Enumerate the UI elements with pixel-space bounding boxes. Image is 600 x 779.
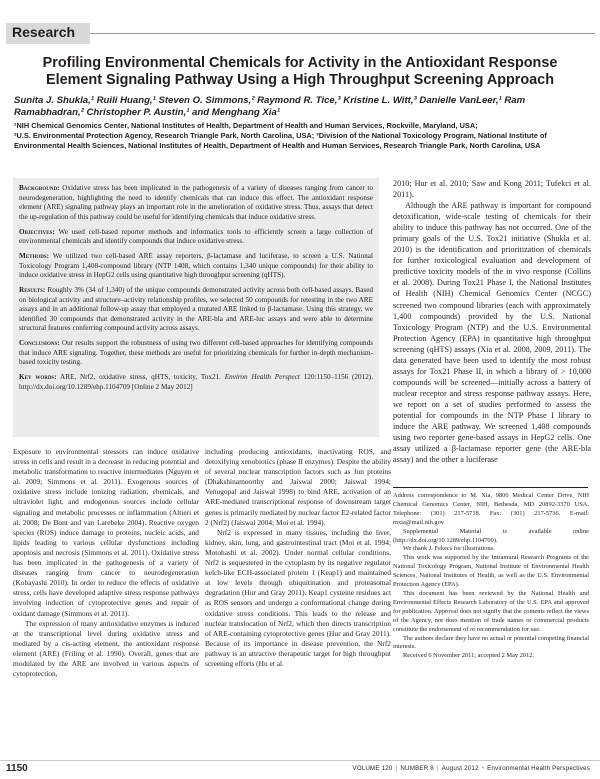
body-paragraph: Exposure to environmental stressors can induce oxidative stress in cells and result in a decrease in reducing potential and metabolic transformation to reactive intermediates (Nguyen et al. 2009; Simmons et al. 2011). Exogenous sources of oxidative stress include ionizing radiation, chemicals, and ultraviolet light, and endogenous sources include cellular signaling and metabolic processes or inflammation (Altieri et al. 2008; De Bont and van Larebeke 2004). Reactive oxygen species (ROS) induce damage to proteins, nucleic acids, and lipids leading to various cellular dysfunctions including apoptosis and necrosis (Simmons et al. 2011). Oxidative stress has been implicated in the pathogenesis of a variety of diseases ranging from cancer to neurodegeneration (Kobayashi 2010). In order to reduce the effects of oxidative stress, cells have developed adaptive stress response pathways involving induction of cytoprotective genes and repair of oxidant damage (Simmons et al. 2011). (13, 447, 199, 618)
abstract (13, 178, 379, 437)
body-column-1 (13, 447, 199, 679)
footer-rule (0, 760, 600, 761)
abstract-heading: Key words: (19, 373, 57, 381)
section-label: Research (12, 24, 76, 40)
footnote-rule (393, 487, 588, 488)
abstract-methods (19, 252, 373, 281)
received-date: Received 6 November 2011; accepted 2 May 2012. (403, 652, 535, 660)
body-column-2 (205, 447, 391, 669)
citation-details: 120:1150–1156 (2012). http://dx.doi.org/10.1289/ehp.1104709 [Online 2 May 2012] (19, 373, 373, 391)
body-paragraph: Nrf2 is expressed in many tissues, including the liver, kidney, skin, lung, and gastrointestinal tract (Moi et al. 1994; Motohashi et al. 2002). Under normal cellular conditions, Nrf2 is sequestered in the cytoplasm by its negative regulator kelch-like ECH-associated protein 1 (Keap1) and maintained at low levels through ubiquitination and proteasomal degradation (Hur and Gray 2011). Keap1 cysteine residues act as ROS sensors and undergo a conformational change during oxidative stress conditions. This leads to the release and nuclear translocation of Nrf2, which then directs transcription of ARE-containing cytoprotective genes (Hur and Gray 2011). Because of its importance in disease prevention, the Nrf2 pathway is an attractive therapeutic target for high throughput screening efforts (Hu et al. (205, 527, 391, 668)
abstract-text: Roughly 3% (34 of 1,340) of the unique compounds demonstrated activity across both cell-based assays. Based on biological activity and structure–activity relationship profiles, we selected 50 compounds for retesting in the two ARE assays and in an additional follow-up assay that employed a mutated ARE linked to β-lactamase. Using this strategy, we identified 30 compounds that demonstrated activity in the ARE-bla and ARE-luc assays and were able to determine structural features conferring compound activity across assays. (19, 286, 374, 332)
abstract-text: We used cell-based reporter methods and informatics tools to efficiently screen a large collection of environmental chemicals and identify compounds that induce oxidative stress. (19, 227, 373, 245)
header-bar (0, 0, 600, 48)
body-paragraph: The expression of many antioxidative enzymes is induced at the transcriptional level during oxidative stress and mediated by a cis-acting element, the antioxidant response element (ARE) (Friling et al. 1990). Overall, genes that are modulated by the ARE are involved in various aspects of cytoprotection, (13, 618, 199, 679)
abstract-results (19, 286, 373, 334)
abstract-heading: Objectives: (19, 227, 55, 236)
abstract-heading: Results: (19, 286, 46, 294)
abstract-heading: Conclusions: (19, 339, 60, 347)
abstract-text: Our results support the robustness of using two different cell-based approaches for identifying compounds that induce ARE signaling. Together, these methods are useful for prioritizing chemicals for further in-depth mechanism-based toxicity testing. (19, 339, 374, 366)
footnotes (393, 492, 589, 661)
affiliation-line: ²U.S. Environmental Protection Agency, Research Triangle Park, North Carolina, USA; ³Division of the National Toxicology Program, National Institute of Environmental Health Sciences, National Institutes of Health, Department of Health and Human Services, Research Triangle Park, North Carolina, USA (14, 131, 547, 150)
article-title: Profiling Environmental Chemicals for Activity in the Antioxidant Response Element Signaling Pathway Using a High Throughput Screening Approach (42, 55, 558, 88)
footnote: Supplemental Material is available online (http://dx.doi.org/10.1289/ehp.1104709). (393, 527, 589, 544)
abstract-keywords (19, 373, 373, 392)
affiliations (14, 121, 589, 151)
footer-journal: Environmental Health Perspectives (487, 765, 590, 772)
abstract-text: We utilized two cell-based ARE assay reporters, β-lactamase and luciferase, to screen a U.S. National Toxicology Program 1,408-compound library (NTP 1408, which contains 1,340 unique compounds) for their ability to induce oxidative stress in HepG2 cells using quantitative high throughput screening (qHTS). (19, 252, 373, 279)
header-rule (90, 33, 595, 34)
footer-number: NUMBER 8 (400, 765, 434, 772)
keywords-text: ARE, Nrf2, oxidative stress, qHTS, toxicity, Tox21. (60, 373, 221, 381)
footnote: We thank J. Fekecs for illustrations. (403, 545, 495, 553)
abstract-conclusions (19, 339, 373, 368)
page-number: 1150 (6, 763, 28, 774)
footnote: This document has been reviewed by the National Health and Environmental Effects Research Laboratory of the U.S. EPA and approved for publication. Approval does not signify that the contents reflect the views of the Agency, nor does mention of trade names or commercial products constitute the endorsement of or recommendation for use. (393, 589, 589, 633)
body-paragraph: 2010; Hur et al. 2010; Saw and Kong 2011; Tufekci et al. 2011). (393, 179, 591, 200)
body-column-3 (393, 178, 591, 465)
abstract-heading: Methods: (19, 252, 50, 260)
abstract-background (19, 184, 373, 222)
abstract-text: Oxidative stress has been implicated in the pathogenesis of a variety of diseases ranging from cancer to neurodegeneration, highlighting the need to identify chemicals that can induce this effect. The antioxidant response element (ARE) signaling pathway plays an important role in the amelioration of oxidative stress. Thus, assays that detect the up-regulation of this pathway could be useful for identifying chemicals that induce oxidative stress. (19, 184, 373, 221)
footnote: This work was supported by the Intramural Research Programs of the National Toxicology Program, National Institute of Environmental Health Sciences, National Institutes of Health, as well as the U.S. Environmental Protection Agency (EPA). (393, 554, 589, 589)
body-paragraph: Although the ARE pathway is important for compound detoxification, wide-scale testing of chemicals for their ability to induce this pathway has not occurred. One of the primary goals of the U.S. Tox21 initiative (Shukla et al. 2010) is the identification and prioritization of chemicals for further toxicological evaluation and development of predictive toxicity models of the in vivo response (Collins et al. 2008). During Tox21 Phase I, the National Institutes of Health (NIH) Chemical Genomics Center (NCGC) screened two compound libraries (each with approximately 1,400 compounds) provided by the U.S. National Toxicology Program (NTP) and the U.S. Environmental Protection Agency (EPA) in quantitative high throughput screening (qHTS) assays (Xia et al. 2008, 2009, 2011). The data generated have been used to identify the most robust assays for Tox21 Phase II, in which a library of > 10,000 compounds will be screened—initially across a battery of nuclear receptor and stress response pathway assays. Here, we report on a set of studies performed to assess the potential for compounds in the NTP Phase I library to induce the ARE pathway. We screened 1,408 compounds using two reporter gene-based assays in HepG2 cells. One assay utilized a β-lactamase reporter gene (the ARE-bla assay) and the other a luciferase (393, 201, 591, 465)
correspondence-note: Address correspondence to M. Xia, 9800 Medical Center Drive, NIH Chemical Genomics Center, NIH, Bethesda, MD 20892-3370 USA. Telephone: (301) 217-5718. Fax: (301) 217-5736. E-mail: mxia@mail.nih.gov (393, 492, 589, 526)
footer-volume: VOLUME 120 (352, 765, 393, 772)
footnote: The authors declare they have no actual or potential competing financial interests. (393, 634, 589, 651)
journal-footer: VOLUME 120 | NUMBER 8 | August 2012 • Environmental Health Perspectives (352, 765, 590, 772)
affiliation-line: ¹NIH Chemical Genomics Center, National Institutes of Health, Department of Health and Human Services, Rockville, Maryland, USA; (14, 121, 478, 130)
body-paragraph: including producing antioxidants, inactivating ROS, and detoxifying xenobiotics (phase II enzymes). Despite the ability of several nuclear transcription factors such as Jun proteins (Dhakshinamoorthy and Jaiswal 2000; Jaiswal 1994; Venugopal and Jaiswal 1998) to bind ARE, activation of an ARE-mediated transcriptional response of downstream target genes is primarily mediated by nuclear factor E2-related factor 2 (Nrf2) (Jaiswal 2004; Moi et al. 1994). (205, 447, 391, 527)
abstract-heading: Background: (19, 184, 60, 192)
abstract-objectives (19, 228, 373, 247)
footer-date: August 2012 (441, 765, 479, 772)
citation-journal: Environ Health Perspect (224, 373, 300, 381)
author-list: Sunita J. Shukla,¹ Ruili Huang,¹ Steven O. Simmons,² Raymond R. Tice,³ Kristine L. Witt,³ Danielle VanLeer,¹ Ram Ramabhadran,² Christopher P. Austin,¹ and Menghang Xia¹ (14, 95, 526, 118)
